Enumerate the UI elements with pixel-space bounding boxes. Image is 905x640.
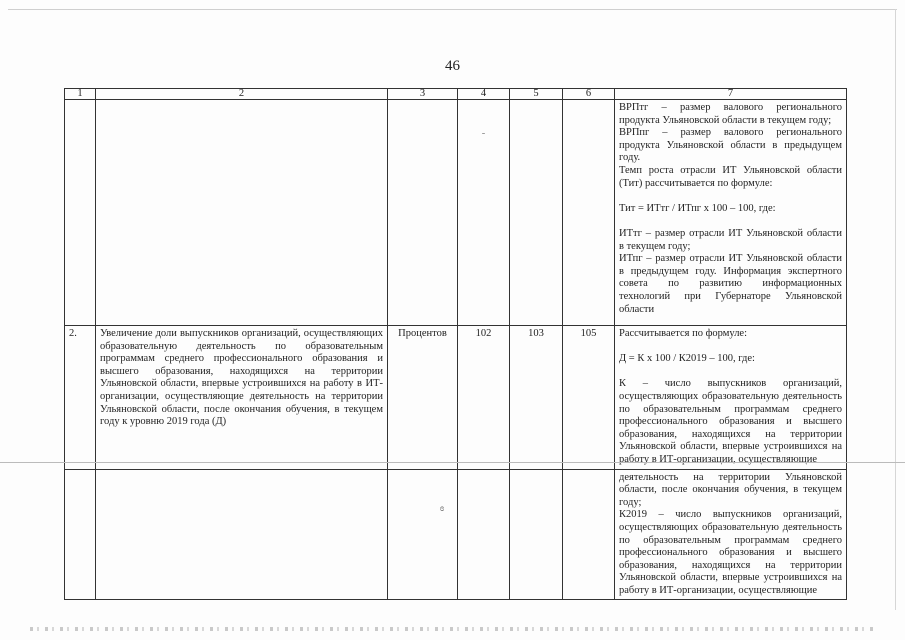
method-formula: Тит = ИТтг / ИТпг х 100 – 100, где:: [619, 202, 776, 214]
method-text: ВРПпг – размер валового регионального продукта Ульяновской области в предыдущем году.: [619, 127, 842, 164]
method-text: К2019 – число выпускников организаций, осуществляющих образовательную деятельность по образовательным программам среднего профессионального образования и высшего образования, находящихся на территории Ульяновской области, впервые устроившихся на работу в ИТ-организации, осуществляющие: [619, 509, 842, 596]
method-text: деятельность на территории Ульяновской области, после окончания обучения, в текущем году;: [619, 471, 842, 508]
column-number-2: 2: [96, 89, 388, 100]
row-2-value-1: 102: [458, 326, 510, 470]
row-3-unit: [388, 469, 458, 600]
method-text: ИТпг – размер отрасли ИТ Ульяновской области в предыдущем году. Информация экспертного совета по развитию информационных технологий при Губернаторе Ульяновской области: [619, 253, 842, 315]
scan-footer-noise: [30, 627, 875, 631]
row-3-value-2: [510, 469, 563, 600]
row-3-value-3: [563, 469, 615, 600]
row-cont-number: [65, 100, 96, 326]
scan-right-edge: [895, 9, 896, 610]
table-row: [65, 326, 847, 470]
method-text: ИТтг – размер отрасли ИТ Ульяновской области в текущем году;: [619, 227, 842, 252]
column-number-4: 4: [458, 89, 510, 100]
row-cont-indicator: [96, 100, 388, 326]
method-text: Рассчитывается по формуле:: [619, 328, 748, 339]
row-cont-value-3: [563, 100, 615, 326]
dash-mark: -: [481, 128, 486, 139]
method-text: Темп роста отрасли ИТ Ульяновской области (Тит) рассчитывается по формуле:: [619, 164, 842, 189]
row-cont-value-1: [458, 100, 510, 326]
row-3-method: [615, 469, 847, 600]
row-2-value-2: 103: [510, 326, 563, 470]
page-number: 46: [445, 58, 460, 74]
table-header-row: [65, 89, 847, 100]
table-row: [65, 469, 847, 600]
scan-top-edge: [8, 9, 897, 10]
column-number-5: 5: [510, 89, 563, 100]
column-number-1: 1: [65, 89, 96, 100]
row-cont-method: [615, 100, 847, 326]
method-text: ВРПтг – размер валового регионального продукта Ульяновской области в текущем году;: [619, 102, 842, 126]
method-formula: Д = К х 100 / К2019 – 100, где:: [619, 353, 755, 365]
ink-speck: ɞ: [440, 503, 444, 513]
row-3-number: [65, 469, 96, 600]
row-2-unit: Процентов: [388, 326, 458, 470]
row-3-value-1: [458, 469, 510, 600]
column-number-6: 6: [563, 89, 615, 100]
method-text: К – число выпускников организаций, осуществляющих образовательную деятельность по образовательным программам среднего профессионального образования и высшего образования, находящихся на территории Ульяновской области, впервые устроившихся на работу в ИТ-организации, осуществляющие: [619, 378, 842, 465]
column-number-7: 7: [615, 89, 847, 100]
scan-crease-line: [0, 462, 905, 463]
row-2-number: 2.: [65, 326, 96, 470]
row-cont-value-2: [510, 100, 563, 326]
row-3-indicator: [96, 469, 388, 600]
row-2-method: [615, 326, 847, 470]
table-row: [65, 100, 847, 326]
column-number-3: 3: [388, 89, 458, 100]
row-cont-unit: [388, 100, 458, 326]
row-2-indicator: Увеличение доли выпускников организаций, осуществляющих образовательную деятельность по образовательным программам среднего профессионального образования и высшего образования, находящихся на территории Ульяновской области, впервые устроившихся на работу в ИТ-организации, осуществляющие деятельность на территории Ульяновской области, после окончания обучения, в текущем году к уровню 2019 года (Д): [96, 326, 388, 470]
row-2-value-3: 105: [563, 326, 615, 470]
indicators-table: [64, 88, 847, 600]
